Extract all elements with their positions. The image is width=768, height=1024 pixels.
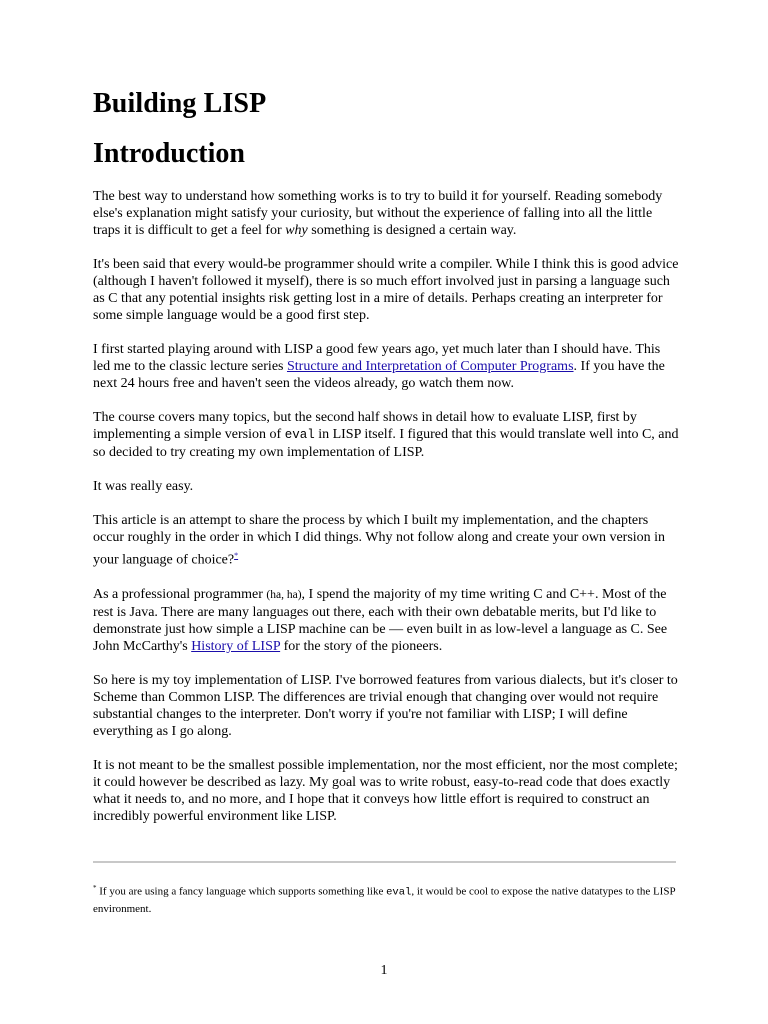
footnote-marker: * <box>93 884 97 892</box>
paragraph-2: It's been said that every would-be programmer should write a compiler. While I think this is good advice (although I haven't followed it myself), there is so much effort involved just in parsing a language such as C that any potential insights risk getting lost in a mire of details. Perhaps creating an interpreter for some simple language would be a good first step. <box>93 257 679 323</box>
paragraph-text: This article is an attempt to share the process by which I built my implementation, and the chapters occur roughly in the order in which I did things. Why not follow along and create your own version in your language of choice? <box>93 513 666 568</box>
paragraph-3 <box>93 341 679 392</box>
paragraph-text: The best way to understand how something works is to try to build it for yourself. Reading somebody else's explanation might satisfy your curiosity, but without the experience of falling into all the little traps it is difficult to get a feel for <box>93 189 663 238</box>
history-of-lisp-link[interactable]: History of LISP <box>191 638 281 654</box>
aside-text: (ha, ha) <box>266 588 302 601</box>
paragraph-text: I first started playing around with LISP a good few years ago, yet much later than I should have. This led me to the classic lecture series <box>93 342 661 374</box>
paragraph-9: It is not meant to be the smallest possible implementation, nor the most efficient, nor the most complete; it could however be described as lazy. My goal was to write robust, easy-to-read code that does exactly what it needs to, and no more, and I hope that it conveys how little effort is required to construct an incredibly powerful environment like LISP. <box>93 757 678 824</box>
paragraph-text: in LISP itself. I figured that this would translate well into C, and so decided to try creating my own implementation of LISP. <box>93 427 679 460</box>
footnote <box>93 880 683 917</box>
paragraph-5: It was really easy. <box>93 479 194 494</box>
paragraph-1 <box>93 188 679 239</box>
footnote-ref-link[interactable]: * <box>234 551 239 560</box>
paragraph-text: , I spend the majority of my time writing C and C++. Most of the rest is Java. There are many languages out there, each with their own debatable merits, but I'd like to demonstrate just how simple a LISP machine can be — even built in as low-level a language as C. See John McCarthy's <box>93 586 668 654</box>
document-title: Building LISP <box>93 88 267 119</box>
emphasis-text: why <box>285 223 308 238</box>
paragraph-text: something is designed a certain way. <box>307 223 517 238</box>
paragraph-4 <box>93 409 679 461</box>
inline-code-eval: eval <box>284 428 315 442</box>
paragraph-8: So here is my toy implementation of LISP. I've borrowed features from various dialects, but it's closer to Scheme than Common LISP. The differences are trivial enough that changing over would not require substantial changes to the interpreter. Don't worry if you're not familiar with LISP; I will define everything as I go along. <box>93 672 678 739</box>
document-page <box>93 84 679 842</box>
paragraph-6 <box>93 512 679 569</box>
footnote-inline-code: eval <box>386 886 412 899</box>
sicp-link[interactable]: Structure and Interpretation of Computer Programs <box>286 359 574 374</box>
paragraph-text: for the story of the pioneers. <box>280 638 443 654</box>
paragraph-text: As a professional programmer <box>93 586 267 602</box>
footnote-divider <box>93 861 676 863</box>
paragraph-7 <box>93 586 679 655</box>
section-title: Introduction <box>93 138 245 169</box>
paragraph-text: The course covers many topics, but the second half shows in detail how to evaluate LISP, first by implementing a simple version of <box>93 410 637 442</box>
footnote-text: , it would be cool to expose the native datatypes to the LISP environment. <box>93 885 676 915</box>
paragraph-text: . If you have the next 24 hours free and haven't seen the videos already, go watch them now. <box>93 359 665 391</box>
page-number: 1 <box>380 963 388 978</box>
footnote-text: If you are using a fancy language which supports something like <box>96 885 387 898</box>
